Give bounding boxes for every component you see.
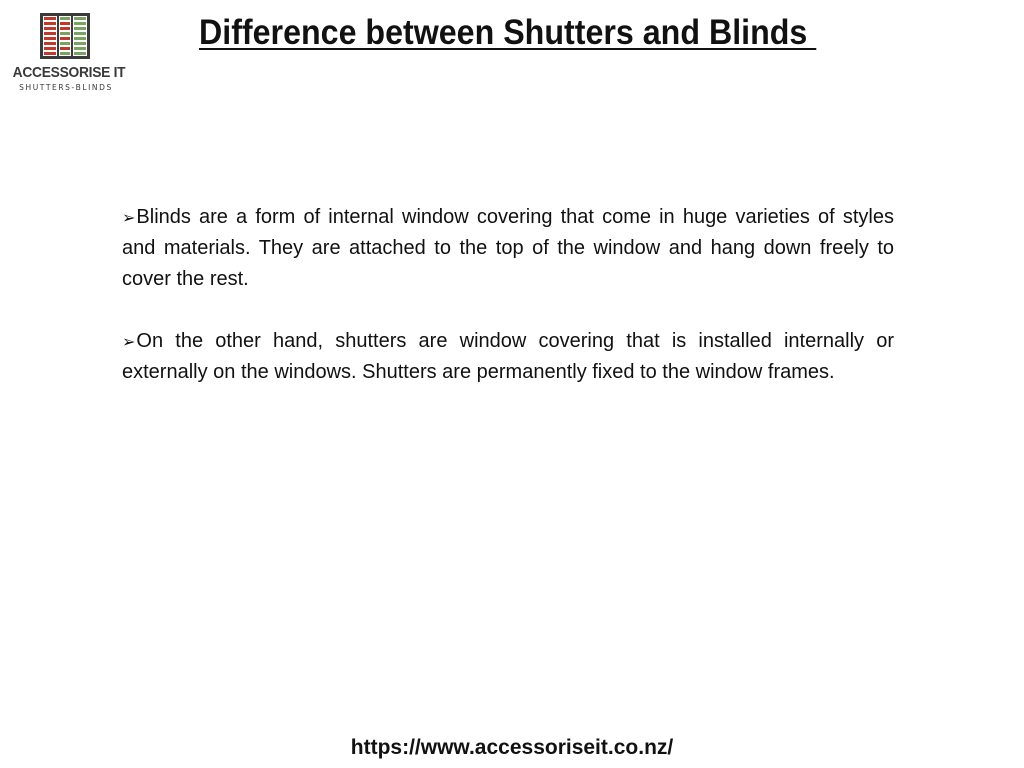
bullet-text: Blinds are a form of internal window covering that come in huge varieties of styles and materials. They are attached to the top of the window and hang down freely to cover the rest. [122, 206, 894, 290]
logo-brand-name: ACCESSORISE IT [12, 64, 126, 81]
slide-title: Difference between Shutters and Blinds [199, 13, 817, 52]
website-link[interactable]: https://www.accessoriseit.co.nz/ [350, 736, 674, 759]
arrow-right-bullet-icon: ➢ [122, 332, 136, 351]
bullet-item-shutters [122, 326, 894, 388]
brand-logo [8, 12, 124, 96]
bullet-text: On the other hand, shutters are window covering that is installed internally or externally on the windows. Shutters are permanently fixed to the window frames. [122, 330, 894, 383]
arrow-right-bullet-icon: ➢ [122, 208, 136, 227]
bullet-item-blinds [122, 202, 894, 295]
window-shutter-logo-icon [39, 12, 91, 60]
logo-tagline: SHUTTERS-BLINDS [19, 83, 113, 92]
bullet-list [122, 202, 894, 419]
